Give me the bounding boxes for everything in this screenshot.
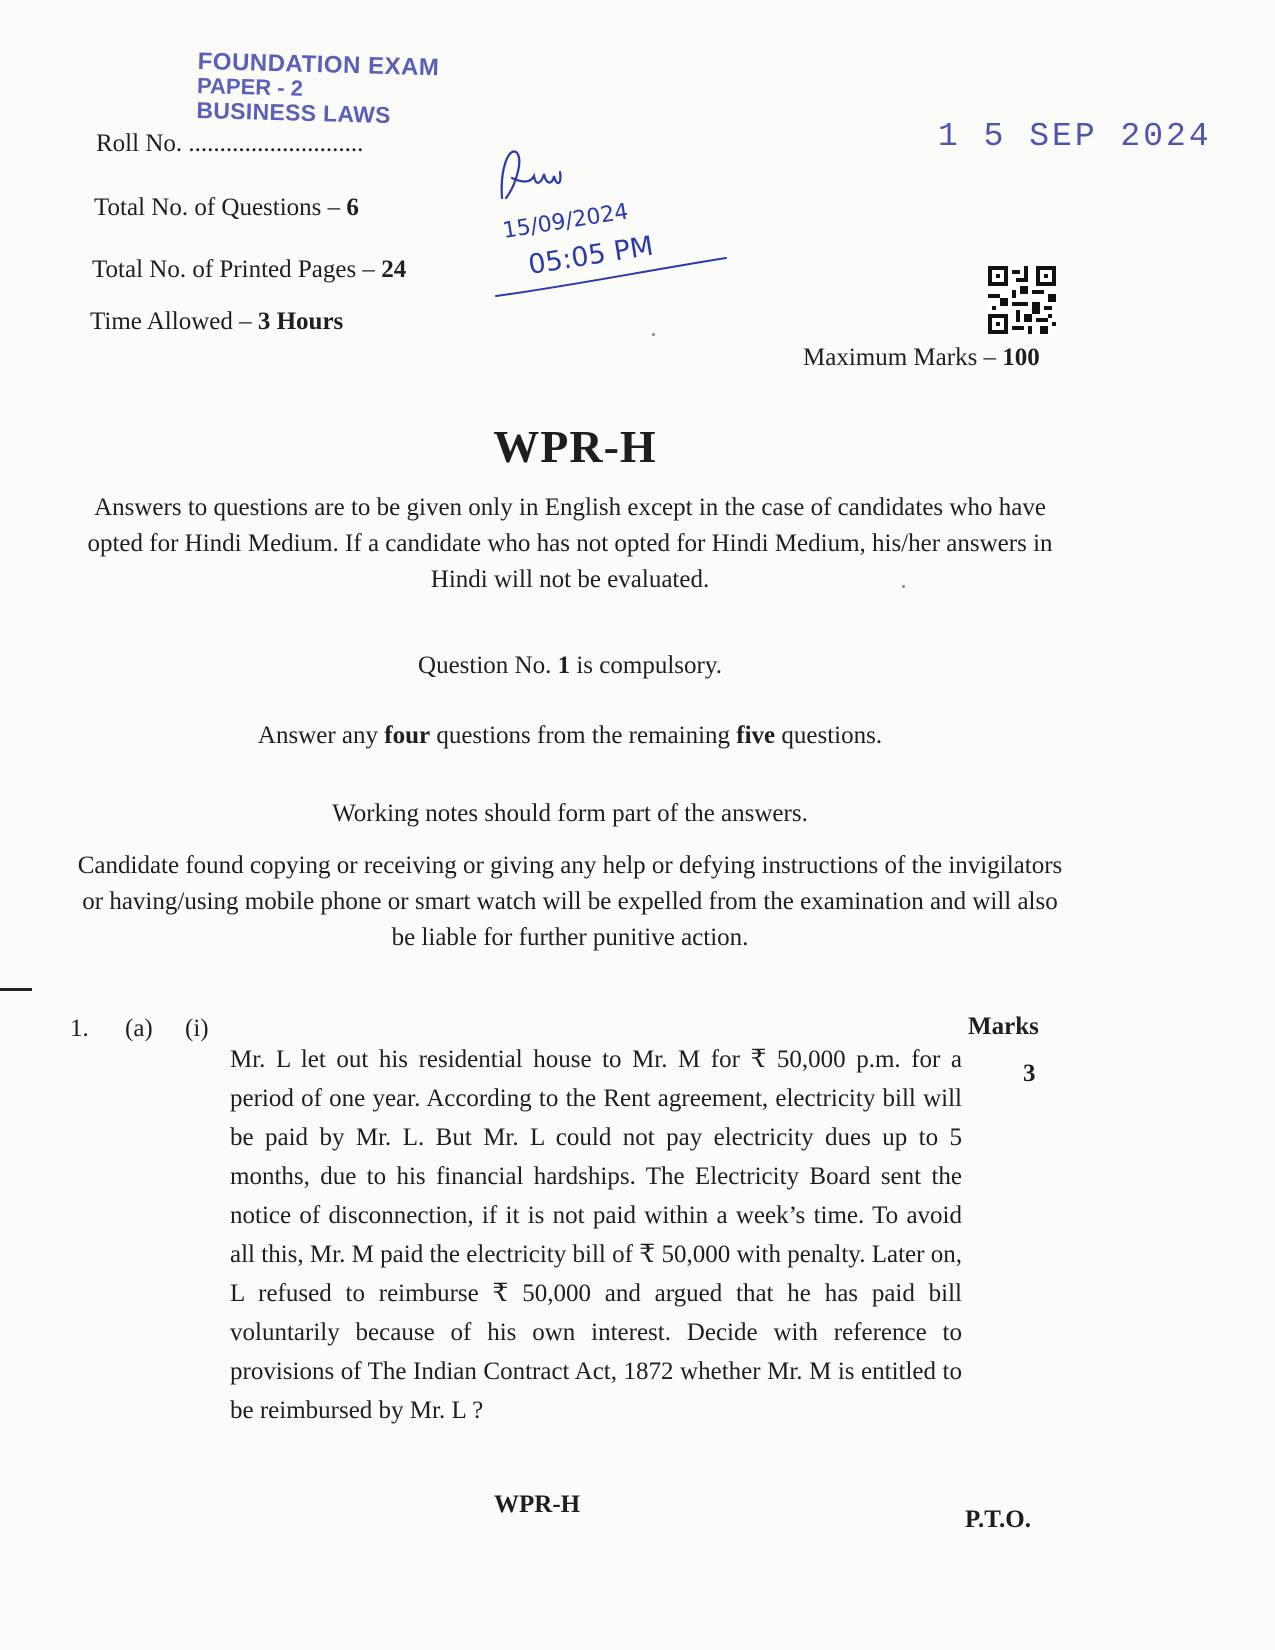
marks-column-header: Marks [968,1013,1039,1040]
roll-number-field: Roll No. ............................ [96,130,364,157]
exam-stamp [196,50,440,128]
total-printed-pages: Total No. of Printed Pages – 24 [92,256,407,283]
qr-code-icon [988,266,1056,334]
question-sub-part: (i) [185,1015,209,1042]
stamp-line-2: PAPER - 2 [196,72,304,101]
total-questions: Total No. of Questions – 6 [94,194,359,221]
question-part: (a) [125,1015,153,1042]
annotation-time: 05:05 PM [526,230,656,281]
copying-warning: Candidate found copying or receiving or giving any help or defying instructions of the invigilators or having/using mobile phone or smart watch will be expelled from the examination and will also be liable for further punitive action. [77,852,1063,951]
handwritten-annotation [490,140,730,300]
question-numbering [70,1015,209,1043]
date-stamp: 1 5 SEP 2024 [938,118,1212,155]
question-text: Mr. L let out his residential house to Mr. M for ₹ 50,000 p.m. for a period of one year. According to the Rent agreement, electricity bill will be paid by Mr. L. But Mr. L could not pay electricity dues up to 5 months, due to his financial hardships. The Electricity Board sent the notice of disconnection, if it is not paid within a week’s time. To avoid all this, Mr. M paid the electricity bill of ₹ 50,000 with penalty. Later on, L refused to reimburse ₹ 50,000 and argued that he has paid bill voluntarily because of his own interest. Decide with reference to provisions of The Indian Contract Act, 1872 whether Mr. M is entitled to be reimbursed by Mr. L ? [230,1046,962,1424]
answer-any-instruction: Answer any four questions from the remaining five questions. [257,722,883,749]
please-turn-over: P.T.O. [965,1506,1031,1533]
question-number: 1. [70,1015,89,1042]
medium-instruction: Answers to questions are to be given only in English except in the case of candidates who have opted for Hindi Medium. If a candidate who has not opted for Hindi Medium, his/her answers in Hindi will not be evaluated. [87,494,1053,593]
time-allowed: Time Allowed – 3 Hours [90,308,344,335]
footer-paper-code: WPR-H [494,1491,581,1518]
paper-code-title: WPR-H [493,421,657,472]
question-marks: 3 [1023,1060,1036,1087]
maximum-marks: Maximum Marks – 100 [803,344,1040,371]
working-notes-instruction: Working notes should form part of the answers. [332,800,808,827]
left-margin-mark [0,988,32,991]
compulsory-instruction: Question No. 1 is compulsory. [418,652,722,679]
stamp-line-3: BUSINESS LAWS [196,96,392,129]
annotation-date: 15/09/2024 [501,199,631,244]
speck [652,333,655,336]
stamp-line-1: FOUNDATION EXAM [197,48,440,82]
